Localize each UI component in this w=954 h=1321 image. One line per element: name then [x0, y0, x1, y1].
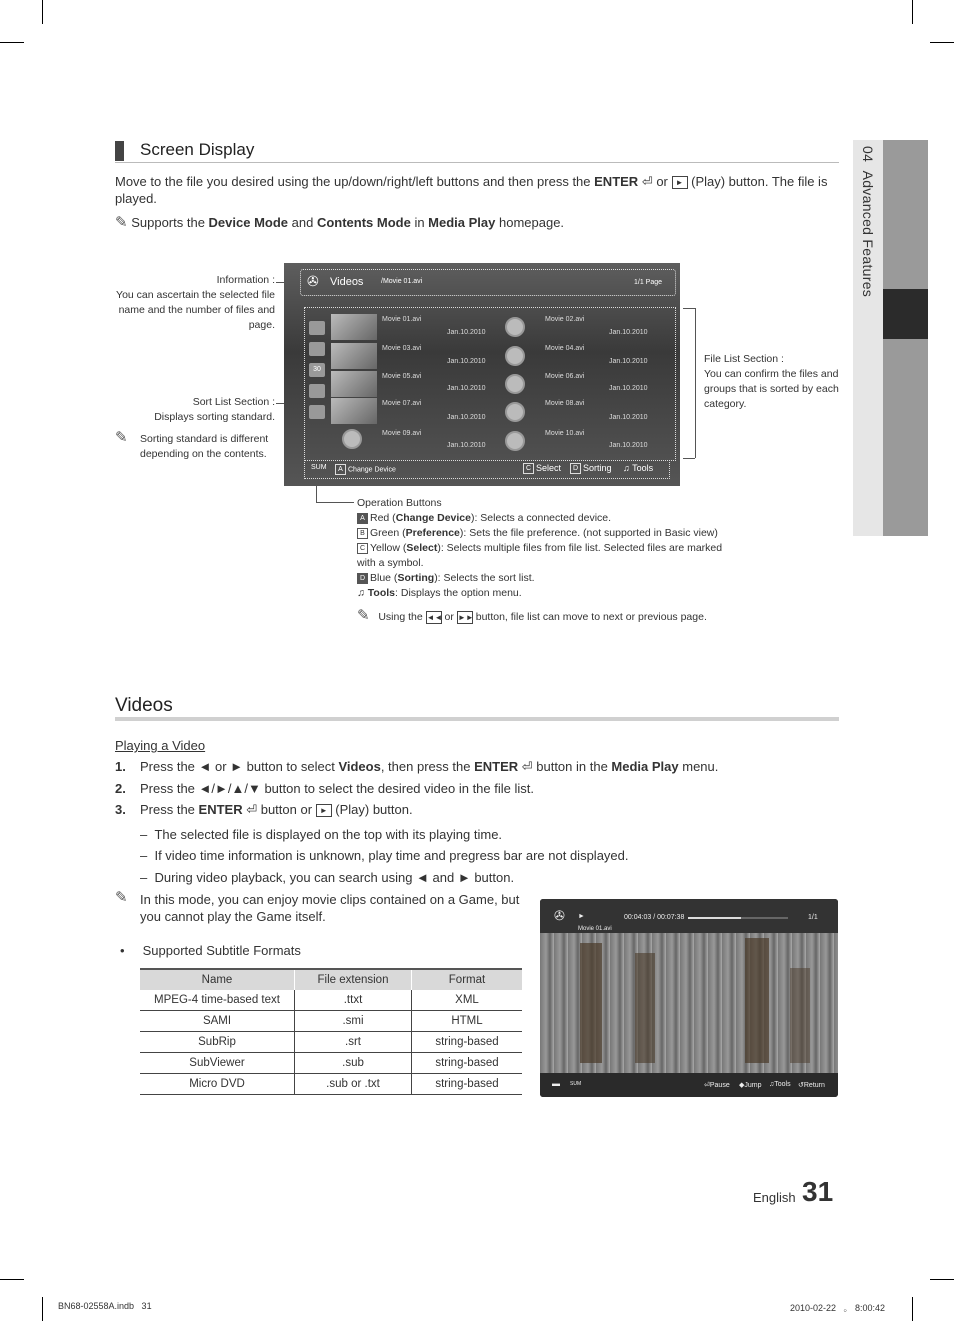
- giraffe-video-frame: [540, 933, 838, 1073]
- table-cell: .sub: [295, 1053, 412, 1074]
- intro-text: or: [652, 174, 672, 189]
- tools-icon: ♫: [357, 587, 368, 599]
- sum-label: SUM: [570, 1081, 582, 1087]
- ops-text: : Displays the option menu.: [395, 587, 522, 599]
- ops-text: ): Selects multiple files from file list. Selected files are marked with a symbol.: [357, 542, 723, 569]
- file-name[interactable]: Movie 03.avi: [382, 345, 422, 352]
- page-number: 31: [802, 1176, 834, 1207]
- file-list: [304, 307, 676, 461]
- table-cell: string-based: [412, 1053, 523, 1074]
- ops-text: Select: [406, 542, 438, 554]
- table-cell: SubRip: [140, 1032, 295, 1053]
- rewind-icon: ◄◄: [426, 612, 443, 622]
- print-file-info: BN68-02558A.indb 31: [58, 1301, 152, 1311]
- ops-yellow: [357, 541, 727, 571]
- dash-text: If video time information is unknown, play time and pregress bar are not displayed.: [154, 848, 629, 863]
- video-file-icon: [505, 402, 525, 422]
- file-date: Jan.10.2010: [609, 414, 648, 421]
- c-key-icon: C: [357, 543, 368, 554]
- table-cell: MPEG-4 time-based text: [140, 990, 295, 1011]
- tv-path: /Movie 01.avi: [381, 278, 423, 285]
- file-name[interactable]: Movie 09.avi: [382, 430, 422, 437]
- step-3: [115, 801, 835, 818]
- sort-calendar-icon[interactable]: 30: [309, 363, 325, 377]
- step-text: button in the: [532, 759, 612, 774]
- play-icon: ►: [672, 176, 688, 189]
- ops-green: [357, 526, 727, 541]
- blue-d-icon: D: [570, 463, 581, 474]
- select-label: Select: [536, 463, 562, 473]
- table-cell: SAMI: [140, 1011, 295, 1032]
- sort-person-icon[interactable]: [309, 342, 325, 356]
- giraffe-shape: [790, 968, 810, 1063]
- usb-icon: ▬: [552, 1079, 560, 1088]
- ops-text: Preference: [405, 527, 460, 539]
- table-cell: .sub or .txt: [295, 1074, 412, 1095]
- section-heading: Screen Display: [140, 140, 255, 159]
- chapter-title: Advanced Features: [860, 170, 876, 298]
- crop-mark: [912, 1297, 913, 1321]
- ops-text: Tools: [367, 587, 396, 599]
- file-name[interactable]: Movie 06.avi: [545, 373, 585, 380]
- note-text: and: [288, 215, 317, 230]
- crop-mark: [912, 0, 913, 24]
- table-cell: XML: [412, 990, 523, 1011]
- ops-text: button, file list can move to next or previous page.: [475, 611, 707, 623]
- table-row: [140, 1053, 522, 1074]
- intro-paragraph: [115, 173, 841, 207]
- table-cell: Micro DVD: [140, 1074, 295, 1095]
- note-icon: ✎: [115, 889, 128, 906]
- red-a-icon: A: [335, 464, 346, 475]
- ops-text: ): Selects the sort list.: [434, 572, 535, 584]
- note-text: Media Play: [428, 215, 496, 230]
- enter-label: ENTER: [594, 174, 639, 189]
- callout-sort-list: [110, 395, 275, 425]
- bracket-line: [695, 308, 696, 458]
- tools-label: Tools: [632, 463, 654, 473]
- enter-icon: ⏎: [638, 174, 653, 189]
- jump-button[interactable]: ◆Jump: [739, 1082, 762, 1089]
- step-text: , then press the: [380, 759, 475, 774]
- sort-star-icon[interactable]: [309, 405, 325, 419]
- video-thumbnail: [331, 343, 377, 369]
- crop-mark: [930, 42, 954, 43]
- subtitle-formats-table: [140, 968, 522, 1095]
- ops-note: [357, 608, 727, 625]
- file-date: Jan.10.2010: [447, 385, 486, 392]
- b-key-icon: B: [357, 528, 368, 539]
- print-date-info: 2010-02-22 。 8:00:42: [790, 1303, 886, 1313]
- dash-item: – The selected file is displayed on the top with its playing time.: [140, 827, 503, 842]
- table-cell: string-based: [412, 1074, 523, 1095]
- table-row: [140, 1074, 522, 1095]
- bullet-item: • Supported Subtitle Formats: [120, 943, 301, 958]
- step-text: (Play) button.: [331, 802, 413, 817]
- callout-title: Information :: [216, 274, 275, 286]
- change-device-button[interactable]: [335, 464, 396, 475]
- table-row: [140, 1011, 522, 1032]
- file-name[interactable]: Movie 08.avi: [545, 400, 585, 407]
- video-player-screen: [540, 899, 838, 1097]
- file-date: Jan.10.2010: [447, 442, 486, 449]
- giraffe-shape: [635, 953, 655, 1063]
- file-name[interactable]: Movie 01.avi: [382, 316, 422, 323]
- tools-label: Tools: [774, 1081, 791, 1088]
- play-icon: ►: [316, 804, 332, 817]
- table-cell: .srt: [295, 1032, 412, 1053]
- file-name[interactable]: Movie 05.avi: [382, 373, 422, 380]
- file-name[interactable]: Movie 04.avi: [545, 345, 585, 352]
- a-key-icon: A: [357, 513, 368, 524]
- chapter-tab-marker: [883, 289, 928, 339]
- video-thumbnail: [331, 371, 377, 397]
- crop-mark: [42, 1297, 43, 1321]
- play-state-icon: ►: [578, 913, 585, 920]
- return-label: Return: [803, 1082, 825, 1089]
- ops-text: Using the: [378, 611, 423, 623]
- video-file-icon: [505, 374, 525, 394]
- ops-text: Blue (: [370, 572, 398, 584]
- callout-body: Sorting standard is different depending on the contents.: [140, 433, 269, 460]
- file-date: Jan.10.2010: [447, 329, 486, 336]
- table-cell: HTML: [412, 1011, 523, 1032]
- callout-sort-note: [115, 429, 275, 462]
- note-text: Device Mode: [208, 215, 289, 230]
- language-label: English: [753, 1190, 796, 1205]
- note-text: in: [410, 215, 429, 230]
- pause-label: Pause: [709, 1082, 730, 1089]
- column-header: Name: [140, 969, 295, 990]
- callout-title: Sort List Section :: [192, 396, 275, 408]
- return-button[interactable]: ↺Return: [798, 1082, 825, 1089]
- play-time: 00:04:03 / 00:07:38: [624, 914, 685, 921]
- heading-marker: [115, 141, 124, 161]
- crop-mark: [0, 1279, 24, 1280]
- change-device-label: Change Device: [348, 466, 396, 474]
- ops-text: ): Sets the file preference. (not supported in Basic view): [459, 527, 718, 539]
- enter-icon: ⏎: [518, 759, 533, 774]
- step-text: Press the: [140, 802, 199, 817]
- step-text: ENTER: [474, 759, 519, 774]
- note-icon: ✎: [357, 607, 370, 624]
- note-text: homepage.: [495, 215, 565, 230]
- step-text: Videos: [338, 759, 381, 774]
- step-text: Press the ◄ or ► button to select: [140, 759, 339, 774]
- callout-file-list: [704, 352, 846, 412]
- yellow-c-icon: C: [523, 463, 534, 474]
- step-1: [115, 758, 835, 775]
- crop-mark: [42, 0, 43, 24]
- intro-text: Move to the file you desired using the up/down/right/left buttons and then press the: [115, 174, 595, 189]
- player-info-bar: [540, 899, 838, 933]
- ops-text: Sorting: [397, 572, 435, 584]
- dash-item: – If video time information is unknown, play time and pregress bar are not displayed.: [140, 848, 629, 863]
- player-control-bar: [540, 1073, 838, 1097]
- giraffe-shape: [745, 938, 769, 1063]
- column-header: File extension: [295, 969, 412, 990]
- table-cell: SubViewer: [140, 1053, 295, 1074]
- callout-body: You can ascertain the selected file name and the number of files and page.: [116, 289, 275, 331]
- note-text: In this mode, you can enjoy movie clips contained on a Game, but you cannot play the Game itself.: [140, 892, 520, 924]
- progress-bar[interactable]: [688, 917, 788, 919]
- table-cell: .ttxt: [295, 990, 412, 1011]
- playing-file-name: Movie 01.avi: [578, 926, 612, 932]
- d-key-icon: D: [357, 573, 368, 584]
- video-file-icon: [505, 346, 525, 366]
- callout-operation-buttons: [357, 496, 727, 625]
- step-number: 2.: [115, 781, 126, 796]
- tools-button[interactable]: ♫Tools: [769, 1081, 791, 1088]
- video-file-icon: [342, 429, 362, 449]
- dash-text: During video playback, you can search using ◄ and ► button.: [154, 870, 515, 885]
- table-cell: .smi: [295, 1011, 412, 1032]
- callout-information: [110, 273, 275, 333]
- operation-bar: [304, 460, 670, 479]
- pause-button[interactable]: ⏎Pause: [704, 1082, 730, 1089]
- file-count: 1/1: [808, 914, 818, 921]
- file-name[interactable]: Movie 02.avi: [545, 316, 585, 323]
- bracket-line: [683, 308, 695, 309]
- videos-note: [115, 891, 530, 925]
- callout-title: File List Section :: [704, 353, 784, 365]
- fast-forward-icon: ►►: [457, 612, 474, 622]
- crop-mark: [0, 42, 24, 43]
- step-number: 1.: [115, 759, 126, 774]
- file-name[interactable]: Movie 07.avi: [382, 400, 422, 407]
- giraffe-shape: [580, 943, 602, 1063]
- video-file-icon: [505, 431, 525, 451]
- callout-title: Operation Buttons: [357, 497, 442, 509]
- note-supports: [115, 214, 835, 231]
- videos-rule: [115, 717, 839, 721]
- tv-screen: [284, 263, 680, 486]
- file-date: Jan.10.2010: [609, 442, 648, 449]
- step-text: Press the ◄/►/▲/▼ button to select the desired video in the file list.: [140, 781, 534, 796]
- step-text: Media Play: [611, 759, 679, 774]
- sort-music-icon[interactable]: [309, 384, 325, 398]
- column-header: Format: [412, 969, 523, 990]
- videos-heading: Videos: [115, 695, 173, 716]
- sorting-button[interactable]: [570, 463, 612, 474]
- video-file-icon: [505, 317, 525, 337]
- sort-list: [307, 314, 327, 442]
- dash-item: – During video playback, you can search using ◄ and ► button.: [140, 870, 515, 885]
- sorting-label: Sorting: [583, 463, 612, 473]
- film-icon: ✇: [307, 273, 319, 289]
- dash-text: The selected file is displayed on the top with its playing time.: [154, 827, 503, 842]
- video-thumbnail: [331, 398, 377, 424]
- tools-icon: ♫: [623, 463, 633, 473]
- chapter-number: 04: [860, 146, 876, 163]
- progress-fill: [688, 917, 741, 919]
- table-row: [140, 990, 522, 1011]
- step-text: menu.: [678, 759, 719, 774]
- video-thumbnail: [331, 314, 377, 340]
- step-2: [115, 780, 835, 797]
- file-date: Jan.10.2010: [609, 358, 648, 365]
- ops-text: ): Selects a connected device.: [470, 512, 612, 524]
- ops-red: [357, 511, 727, 526]
- select-button[interactable]: [523, 463, 561, 474]
- tv-page: 1/1 Page: [634, 279, 663, 286]
- callout-body: Displays sorting standard.: [154, 411, 275, 423]
- sum-label: SUM: [311, 464, 327, 471]
- note-icon: ✎: [115, 214, 128, 231]
- playing-video-subheading: Playing a Video: [115, 738, 206, 753]
- chapter-label: [860, 146, 876, 297]
- table-row: [140, 1032, 522, 1053]
- jump-label: Jump: [744, 1082, 762, 1089]
- table-cell: string-based: [412, 1032, 523, 1053]
- ops-text: Green (: [370, 527, 406, 539]
- enter-icon: ⏎: [242, 802, 258, 817]
- tools-button[interactable]: [623, 463, 653, 473]
- file-date: Jan.10.2010: [609, 385, 648, 392]
- ops-blue: [357, 571, 727, 586]
- note-text: Contents Mode: [316, 215, 411, 230]
- callout-body: You can confirm the files and groups that is sorted by each category.: [704, 368, 839, 410]
- file-date: Jan.10.2010: [447, 358, 486, 365]
- ops-text: or: [444, 611, 454, 623]
- ops-text: Yellow (: [370, 542, 407, 554]
- info-bar: [300, 269, 676, 296]
- film-icon: ✇: [554, 908, 565, 923]
- ops-text: Red (: [370, 512, 396, 524]
- step-text: ENTER: [198, 802, 243, 817]
- step-number: 3.: [115, 802, 126, 817]
- bullet-text: Supported Subtitle Formats: [142, 943, 301, 958]
- note-text: Supports the: [131, 215, 209, 230]
- table-header-row: [140, 969, 522, 990]
- step-text: button or: [257, 802, 316, 817]
- note-icon: ✎: [115, 429, 128, 446]
- file-date: Jan.10.2010: [447, 414, 486, 421]
- heading-rule: [115, 162, 839, 163]
- leader-line: [316, 502, 354, 503]
- ops-text: Change Device: [395, 512, 471, 524]
- tv-section-title: Videos: [330, 276, 364, 288]
- ops-tools: [357, 586, 727, 601]
- intro-text: (Play) button. The file is played.: [115, 174, 828, 206]
- crop-mark: [930, 1279, 954, 1280]
- file-name[interactable]: Movie 10.avi: [545, 430, 585, 437]
- sort-folder-icon[interactable]: [309, 321, 325, 335]
- bracket-line: [683, 458, 695, 459]
- file-date: Jan.10.2010: [609, 329, 648, 336]
- leader-line: [316, 480, 317, 502]
